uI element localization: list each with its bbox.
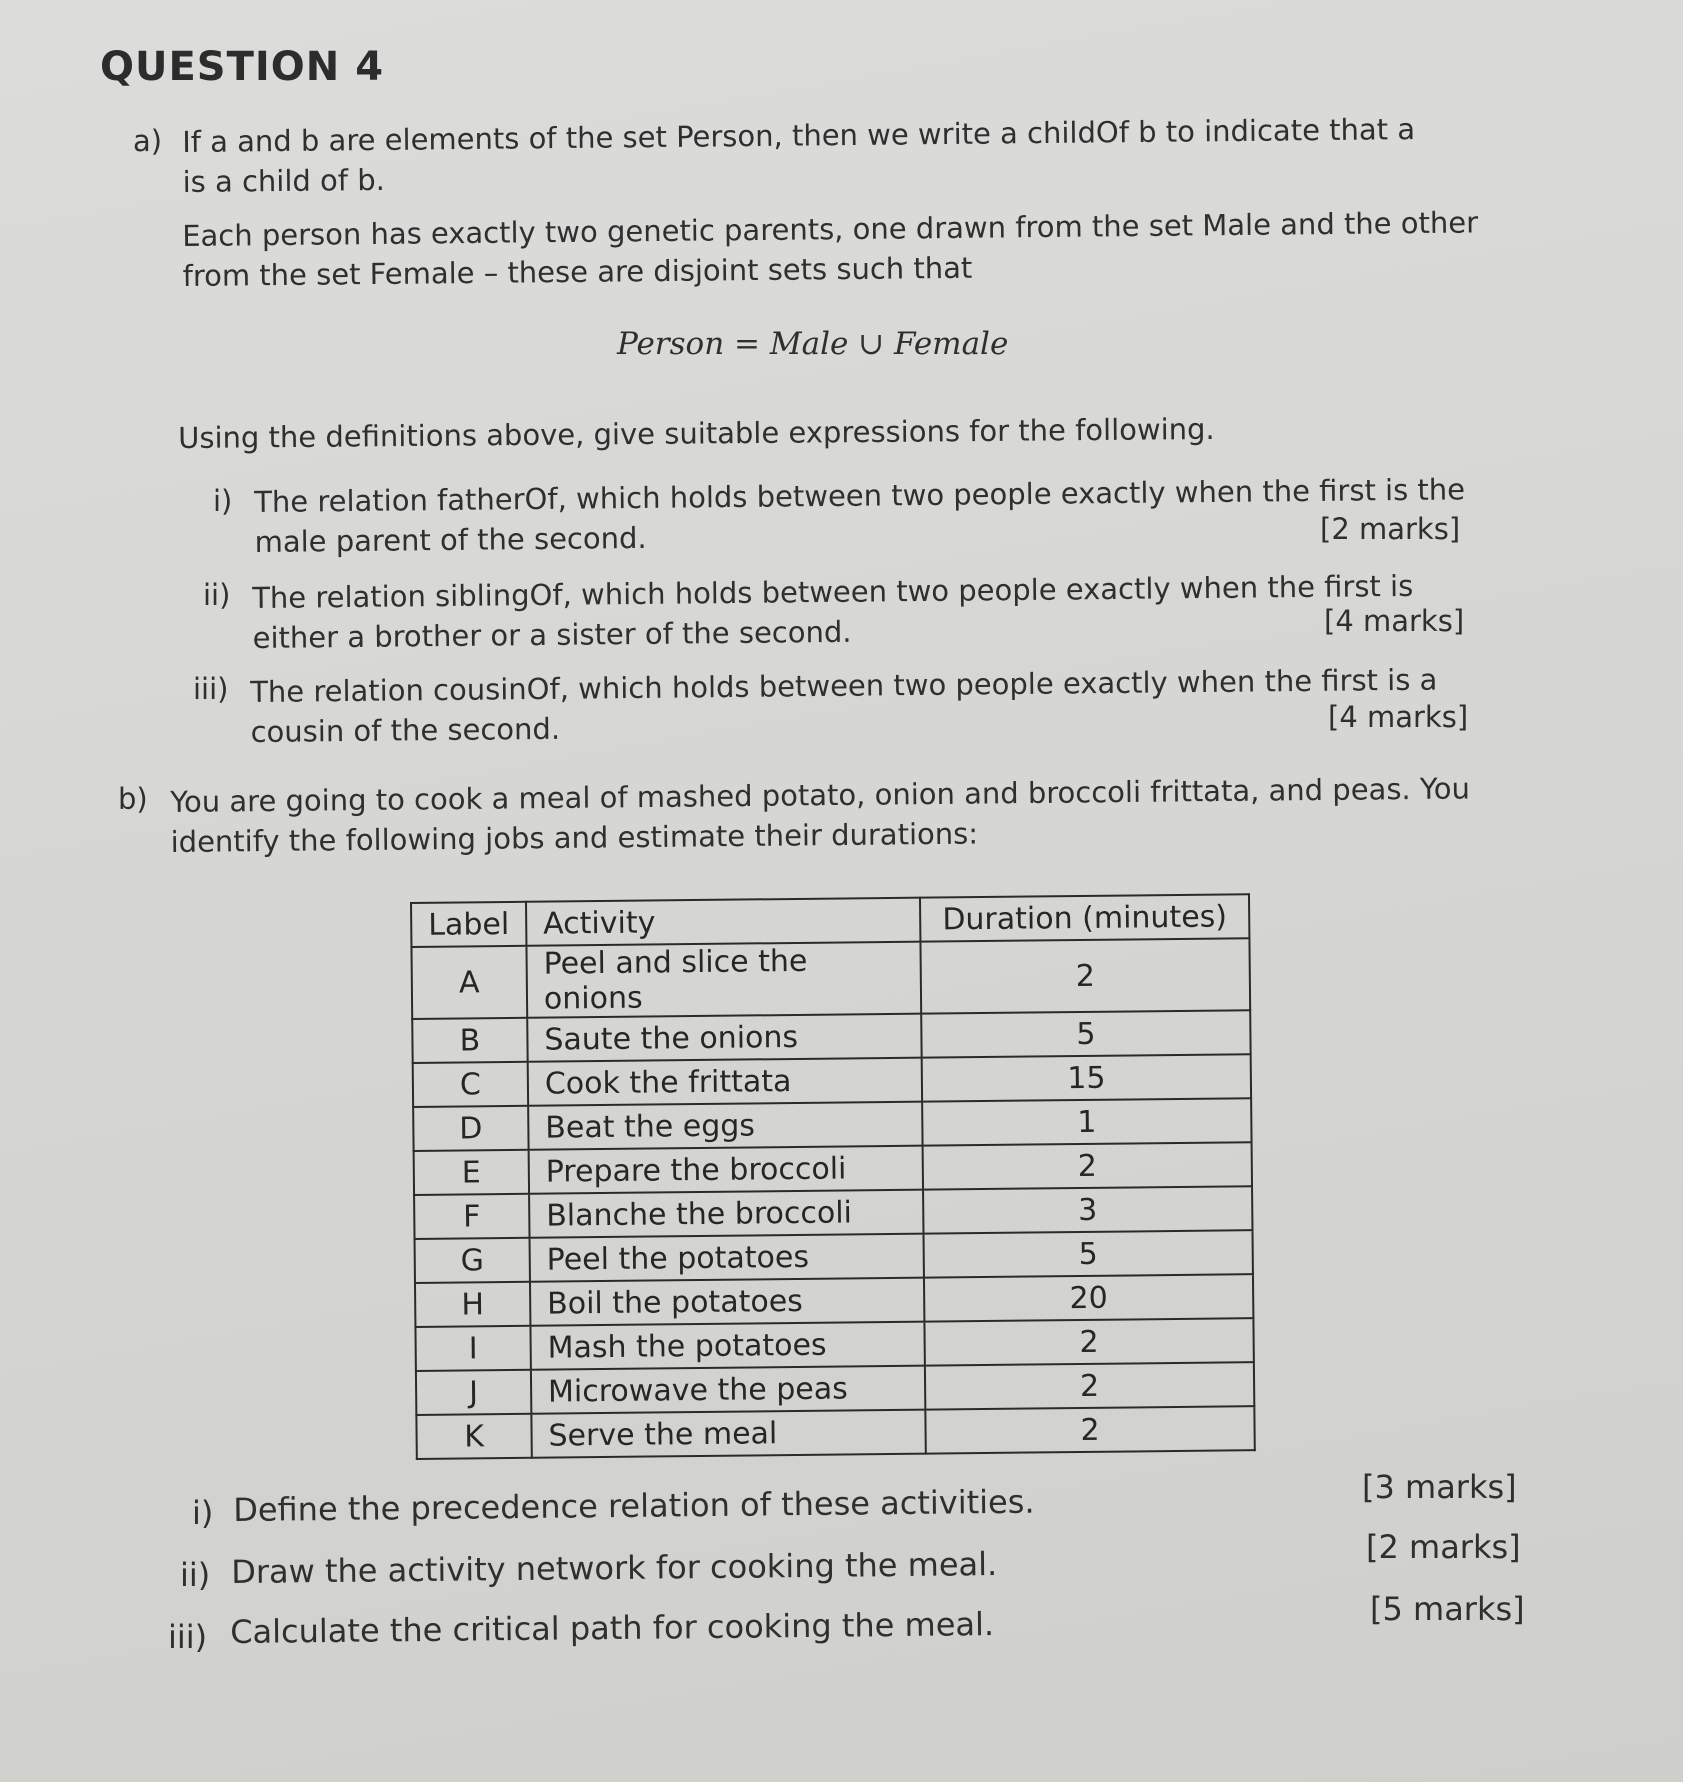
row-duration: 2 — [920, 938, 1250, 1013]
row-activity: Serve the meal — [531, 1410, 925, 1458]
row-activity: Prepare the broccoli — [529, 1146, 923, 1194]
row-label: I — [415, 1326, 530, 1371]
part-a-item-iii-line1: The relation cousinOf, which holds between two people exactly when the first is a — [250, 662, 1438, 709]
part-a-item-i-line1: The relation fatherOf, which holds between two people exactly when the first is the — [254, 472, 1466, 519]
part-a-item-iii-text — [250, 660, 1438, 752]
part-a-item-i-text — [254, 469, 1466, 562]
row-duration: 1 — [922, 1098, 1252, 1145]
part-b-item-iii-label: iii) — [168, 1618, 208, 1656]
row-activity: Blanche the broccoli — [529, 1190, 923, 1238]
part-a-item-ii-text — [252, 566, 1414, 658]
row-duration: 2 — [924, 1318, 1254, 1365]
row-label: K — [416, 1414, 531, 1459]
part-b-item-iii-text: Calculate the critical path for cooking the meal. — [230, 1605, 995, 1651]
row-activity: Cook the frittata — [528, 1058, 922, 1106]
header-activity: Activity — [526, 898, 920, 946]
part-a-item-i-marks: [2 marks] — [1320, 512, 1461, 546]
part-b-intro-line2: identify the following jobs and estimate their durations: — [170, 816, 979, 859]
part-b-item-ii-marks: [2 marks] — [1366, 1528, 1521, 1566]
row-label: B — [412, 1018, 527, 1063]
row-duration: 5 — [923, 1230, 1253, 1277]
row-duration: 15 — [922, 1054, 1252, 1101]
row-activity: Boil the potatoes — [530, 1278, 924, 1326]
part-b-item-iii-marks: [5 marks] — [1370, 1590, 1525, 1628]
part-b-item-ii-text: Draw the activity network for cooking the meal. — [231, 1544, 998, 1591]
row-activity: Microwave the peas — [531, 1366, 925, 1414]
row-label: F — [414, 1194, 529, 1239]
row-activity: Peel and slice the onions — [526, 942, 921, 1018]
part-a-intro-line2: is a child of b. — [182, 162, 386, 199]
part-b-item-i-marks: [3 marks] — [1362, 1468, 1517, 1506]
row-activity: Beat the eggs — [528, 1102, 922, 1150]
part-a-item-ii-line1: The relation siblingOf, which holds between two people exactly when the first is — [252, 568, 1414, 615]
question-title: QUESTION 4 — [100, 44, 385, 90]
part-a-item-ii-marks: [4 marks] — [1324, 604, 1465, 638]
part-a-item-iii-label: iii) — [193, 672, 229, 706]
part-a-item-i-line2: male parent of the second. — [254, 520, 647, 559]
row-duration: 2 — [923, 1142, 1253, 1189]
jobs-table — [410, 893, 1256, 1460]
part-b-item-i-label: i) — [192, 1494, 214, 1532]
row-label: G — [415, 1238, 530, 1283]
row-activity: Mash the potatoes — [530, 1322, 924, 1370]
table-row — [416, 1406, 1254, 1459]
row-duration: 2 — [925, 1406, 1255, 1453]
set-equation: Person = Male ∪ Female — [617, 326, 1009, 362]
part-a-item-iii-marks: [4 marks] — [1328, 700, 1469, 734]
part-a-item-iii-line2: cousin of the second. — [250, 711, 561, 749]
part-b-item-ii-label: ii) — [180, 1556, 211, 1594]
part-b-label: b) — [118, 782, 148, 816]
part-a-intro-line1: If a and b are elements of the set Person, then we write a childOf b to indicate that a — [182, 112, 1416, 159]
part-a-label: a) — [133, 124, 163, 158]
row-duration: 3 — [923, 1186, 1253, 1233]
part-a-parents-line2: from the set Female – these are disjoint sets such that — [182, 250, 973, 293]
row-label: D — [413, 1106, 528, 1151]
row-activity: Saute the onions — [527, 1014, 921, 1062]
row-duration: 5 — [921, 1010, 1251, 1057]
header-label: Label — [411, 902, 526, 947]
part-b-item-i-text: Define the precedence relation of these activities. — [233, 1482, 1035, 1529]
row-label: C — [413, 1062, 528, 1107]
part-a-item-i-label: i) — [213, 484, 233, 518]
header-duration: Duration (minutes) — [920, 894, 1250, 941]
part-a-item-ii-label: ii) — [203, 578, 231, 612]
row-duration: 2 — [925, 1362, 1255, 1409]
part-a-parents-line1: Each person has exactly two genetic parents, one drawn from the set Male and the other — [182, 205, 1479, 253]
row-activity: Peel the potatoes — [529, 1234, 923, 1282]
row-label: H — [415, 1282, 530, 1327]
row-label: A — [411, 946, 527, 1019]
part-a-instruction: Using the definitions above, give suitable expressions for the following. — [178, 411, 1215, 455]
part-a-parents — [182, 202, 1479, 296]
part-b-intro — [170, 768, 1471, 862]
row-label: E — [414, 1150, 529, 1195]
part-a-item-ii-line2: either a brother or a sister of the second. — [252, 614, 852, 655]
row-label: J — [416, 1370, 531, 1415]
part-b-intro-line1: You are going to cook a meal of mashed potato, onion and broccoli frittata, and peas. You — [170, 771, 1471, 819]
part-a-intro — [182, 109, 1416, 202]
table-row — [411, 938, 1250, 1019]
row-duration: 20 — [924, 1274, 1254, 1321]
